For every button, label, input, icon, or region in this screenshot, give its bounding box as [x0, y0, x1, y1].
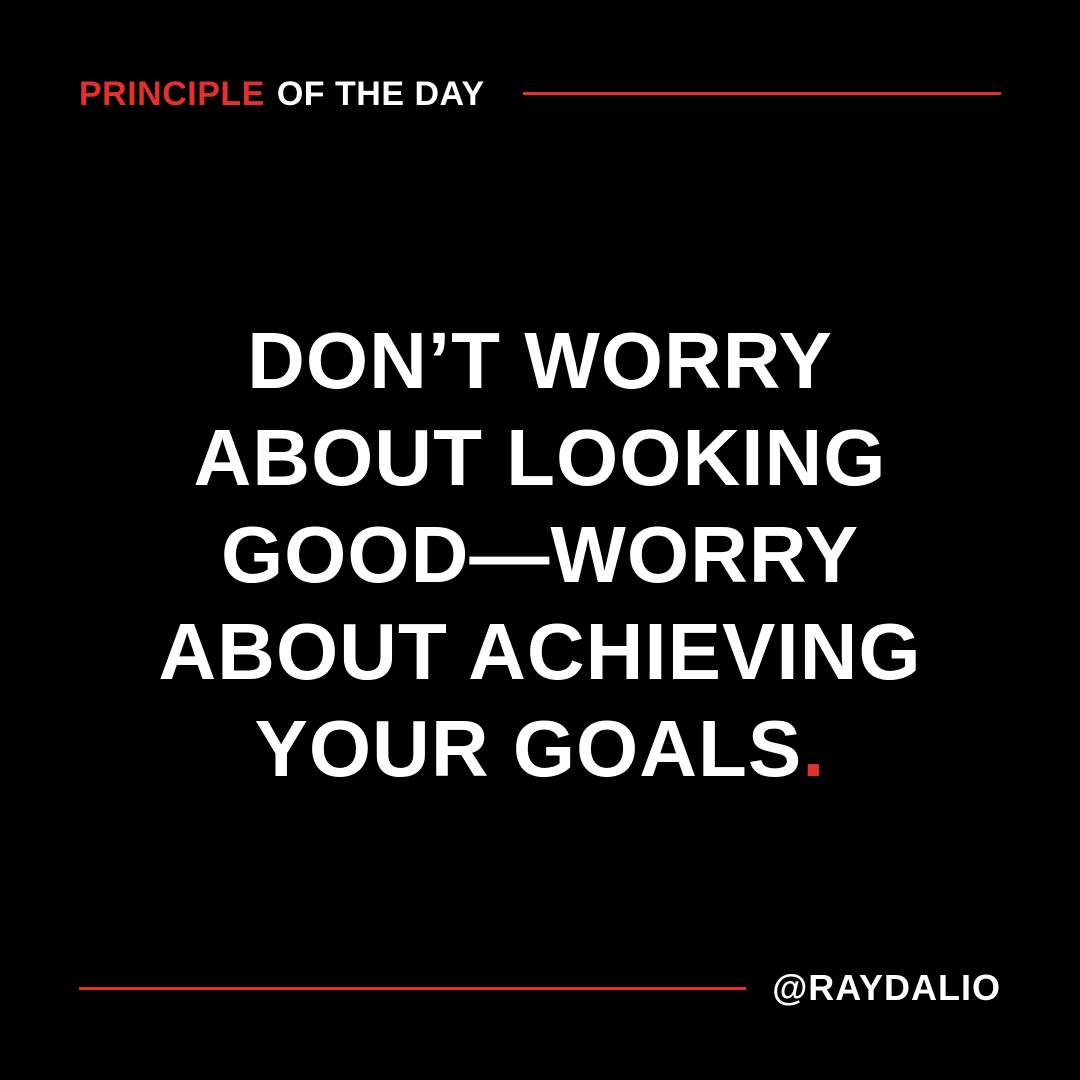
quote-line: YOUR GOALS — [254, 704, 803, 793]
quote-line: ABOUT LOOKING — [193, 413, 887, 502]
quote-line: DON’T WORRY — [247, 316, 833, 405]
quote-period: . — [802, 704, 826, 793]
header-rest-text: OF THE DAY — [276, 74, 485, 113]
author-handle[interactable]: @RAYDALIO — [772, 967, 1001, 1008]
header-accent-word: PRINCIPLE — [79, 74, 265, 113]
quote-text — [60, 312, 1020, 797]
quote-line: GOOD—WORRY — [220, 510, 860, 599]
header-title — [79, 72, 485, 116]
quote-last-line — [60, 700, 1020, 797]
quote-line: ABOUT ACHIEVING — [158, 607, 922, 696]
footer-divider — [79, 987, 746, 990]
header-divider — [523, 92, 1001, 95]
